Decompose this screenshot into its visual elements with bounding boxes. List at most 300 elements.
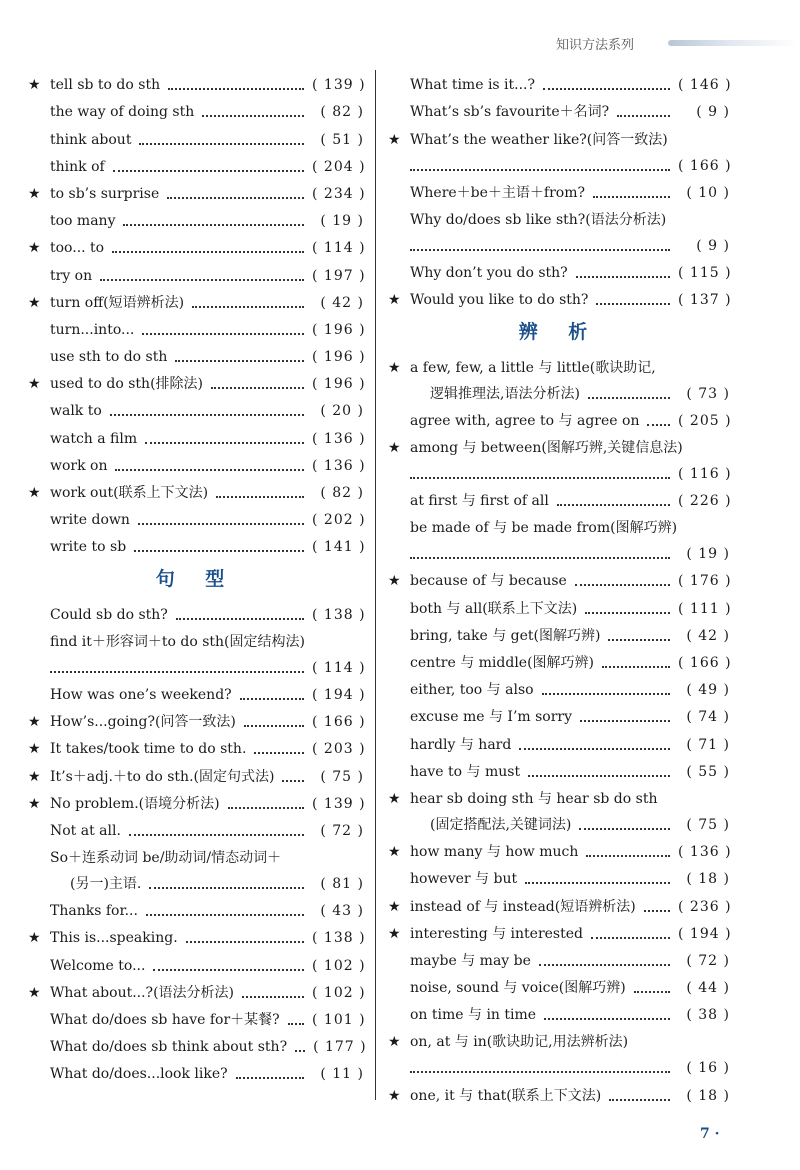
index-entry — [28, 816, 364, 843]
index-entry — [388, 621, 730, 648]
entry-page: ( 197 ) — [312, 267, 366, 284]
entry-text: Not at all. — [50, 822, 121, 839]
dot-leader — [647, 424, 670, 426]
index-entry — [28, 896, 364, 923]
entry-page: ( 196 ) — [312, 321, 366, 338]
index-entry — [388, 406, 730, 433]
entry-text: to sb’s surprise — [50, 185, 160, 202]
index-entry — [28, 923, 364, 950]
dot-leader — [579, 828, 670, 830]
index-entry — [388, 124, 730, 151]
entry-text: Thanks for... — [50, 903, 138, 920]
index-entry — [28, 1032, 367, 1059]
entry-page: ( 102 ) — [312, 984, 366, 1001]
index-entry — [388, 891, 730, 918]
entry-page: ( 42 ) — [686, 627, 730, 644]
entry-page: ( 166 ) — [312, 714, 366, 731]
index-entry — [388, 460, 730, 486]
index-entry — [388, 757, 730, 784]
dot-leader — [168, 88, 304, 90]
dot-leader — [142, 333, 304, 335]
star-icon: ★ — [28, 240, 41, 257]
dot-leader — [115, 469, 304, 471]
entry-page: ( 18 ) — [686, 871, 730, 888]
index-entry — [388, 837, 730, 864]
dot-leader — [244, 725, 304, 727]
entry-page: ( 51 ) — [320, 131, 364, 148]
dot-leader — [236, 1077, 304, 1079]
dot-leader — [211, 387, 304, 389]
index-entry — [28, 1005, 364, 1032]
entry-page: ( 49 ) — [686, 682, 730, 699]
entry-text: Why do/does sb like sth?(语法分析法) — [410, 211, 667, 228]
dot-leader — [110, 414, 304, 416]
entry-text: too... to — [50, 240, 105, 257]
dot-leader — [153, 969, 304, 971]
dot-leader — [410, 557, 670, 559]
star-icon: ★ — [388, 292, 401, 309]
dot-leader — [576, 276, 670, 278]
header-decoration — [668, 40, 798, 46]
entry-page: ( 203 ) — [312, 741, 366, 758]
entry-page: ( 139 ) — [312, 77, 366, 94]
index-entry — [28, 288, 364, 315]
index-entry — [28, 978, 364, 1005]
index-entry — [28, 870, 364, 896]
index-entry — [388, 675, 730, 702]
dot-leader — [50, 671, 304, 673]
dot-leader — [240, 698, 304, 700]
index-entry — [28, 478, 364, 505]
entry-page: ( 138 ) — [312, 930, 366, 947]
entry-page: ( 111 ) — [678, 600, 732, 617]
entry-text: (另一)主语. — [70, 876, 142, 893]
entry-text: What do/does sb think about sth? — [50, 1039, 288, 1056]
entry-text: however 与 but — [410, 871, 518, 888]
entry-text: at first 与 first of all — [410, 493, 549, 510]
dot-leader — [295, 1050, 305, 1052]
dot-leader — [202, 115, 304, 117]
dot-leader — [216, 496, 304, 498]
entry-text: turn off(短语辨析法) — [50, 294, 185, 311]
dot-leader — [608, 639, 670, 641]
entry-page: ( 196 ) — [312, 349, 366, 366]
entry-text: So＋连系动词 be/助动词/情态动词＋ — [50, 850, 282, 867]
index-entry — [28, 707, 364, 734]
star-icon: ★ — [388, 925, 401, 942]
page-number: 7 · — [700, 1126, 720, 1142]
dot-leader — [542, 693, 670, 695]
dot-leader — [146, 914, 304, 916]
entry-text: Why don’t you do sth? — [410, 265, 568, 282]
dot-leader — [593, 196, 670, 198]
entry-text: How’s...going?(问答一致法) — [50, 714, 236, 731]
star-icon: ★ — [28, 376, 41, 393]
left-column — [28, 70, 367, 1086]
entry-text: What about...?(语法分析法) — [50, 984, 234, 1001]
dot-leader — [410, 169, 670, 171]
index-entry — [28, 599, 364, 626]
index-entry — [28, 369, 364, 396]
dot-leader — [609, 1099, 670, 1101]
index-entry — [388, 258, 730, 285]
star-icon: ★ — [388, 1034, 401, 1051]
entry-page: ( 42 ) — [320, 294, 364, 311]
index-entry — [28, 734, 364, 761]
index-entry — [388, 593, 730, 620]
entry-page: ( 166 ) — [678, 157, 732, 174]
entry-page: ( 9 ) — [696, 237, 730, 254]
index-entry — [28, 950, 364, 977]
entry-text: turn...into... — [50, 321, 135, 338]
entry-page: ( 102 ) — [312, 957, 366, 974]
index-entry — [388, 648, 730, 675]
index-entry — [28, 451, 364, 478]
entry-text: What’s the weather like?(问答一致法) — [410, 131, 668, 148]
index-entry — [388, 811, 730, 837]
dot-leader — [585, 612, 670, 614]
entry-page: ( 20 ) — [320, 403, 364, 420]
entry-page: ( 136 ) — [678, 844, 732, 861]
dot-leader — [410, 249, 670, 251]
index-entry — [388, 973, 730, 1000]
dot-leader — [539, 964, 670, 966]
index-entry — [388, 729, 730, 756]
entry-text: What’s sb’s favourite＋名词? — [410, 104, 610, 121]
dot-leader — [410, 1071, 670, 1073]
index-entry — [28, 233, 364, 260]
index-entry — [388, 919, 730, 946]
index-entry — [388, 513, 730, 540]
entry-page: ( 82 ) — [320, 485, 364, 501]
entry-page: ( 234 ) — [312, 185, 366, 202]
entry-text: too many — [50, 213, 116, 230]
dot-leader — [588, 397, 670, 399]
dot-leader — [617, 115, 670, 117]
index-entry — [28, 423, 364, 450]
index-entry — [388, 70, 730, 97]
dot-leader — [123, 224, 304, 226]
index-entry — [388, 864, 730, 891]
entry-text: centre 与 middle(图解巧辨) — [410, 655, 595, 671]
entry-text: think about — [50, 131, 132, 148]
entry-text: It takes/took time to do sth. — [50, 741, 247, 758]
entry-page: ( 177 ) — [313, 1039, 367, 1056]
index-entry — [28, 315, 364, 342]
entry-text: Could sb do sth? — [50, 606, 168, 623]
index-entry — [28, 260, 364, 287]
entry-page: ( 74 ) — [686, 709, 730, 726]
entry-page: ( 19 ) — [686, 546, 730, 563]
entry-text: both 与 all(联系上下文法) — [410, 600, 578, 617]
entry-text: write to sb — [50, 539, 127, 556]
entry-page: ( 11 ) — [320, 1066, 364, 1083]
index-entry — [28, 179, 364, 206]
dot-leader — [580, 720, 670, 722]
index-entry — [28, 680, 364, 707]
entry-page: ( 38 ) — [686, 1007, 730, 1024]
entry-page: ( 73 ) — [686, 385, 730, 402]
entry-text: No problem.(语境分析法) — [50, 795, 220, 812]
entry-text: What do/does sb have for＋某餐? — [50, 1012, 280, 1028]
star-icon: ★ — [28, 714, 41, 731]
dot-leader — [228, 807, 304, 809]
index-entry — [388, 380, 730, 406]
page-header — [548, 30, 800, 54]
star-icon: ★ — [388, 898, 401, 915]
section-title: 辨 析 — [518, 321, 600, 344]
entry-text: because of 与 because — [410, 573, 567, 590]
entry-text: how many 与 how much — [410, 844, 579, 861]
dot-leader — [282, 780, 304, 782]
entry-page: ( 81 ) — [320, 876, 364, 893]
entry-page: ( 72 ) — [686, 952, 730, 969]
dot-leader — [112, 251, 304, 253]
entry-page: ( 116 ) — [678, 465, 732, 482]
entry-page: ( 141 ) — [312, 539, 366, 556]
index-entry — [28, 1059, 364, 1086]
entry-text: a few, few, a little 与 little(歌诀助记, — [410, 359, 656, 376]
index-entry — [28, 789, 364, 816]
star-icon: ★ — [28, 768, 41, 785]
entry-text: find it＋形容词＋to do sth(固定结构法) — [50, 633, 305, 650]
dot-leader — [543, 88, 670, 90]
entry-page: ( 176 ) — [678, 573, 732, 590]
dot-leader — [139, 143, 304, 145]
index-entry — [28, 843, 364, 870]
index-entry — [28, 70, 364, 97]
dot-leader — [186, 941, 304, 943]
entry-page: ( 10 ) — [686, 184, 730, 201]
dot-leader — [525, 882, 670, 884]
index-entry — [28, 206, 364, 233]
star-icon: ★ — [388, 359, 401, 376]
entry-text: interesting 与 interested — [410, 925, 583, 942]
star-icon: ★ — [28, 741, 41, 758]
column-divider — [375, 70, 376, 1100]
star-icon: ★ — [28, 984, 41, 1001]
index-entry — [388, 1027, 730, 1054]
entry-page: ( 194 ) — [678, 925, 732, 942]
entry-text: be made of 与 be made from(图解巧辨) — [410, 520, 678, 537]
entry-text: It’s＋adj.＋to do sth.(固定句式法) — [50, 768, 275, 785]
entry-page: ( 43 ) — [320, 903, 364, 920]
entry-text: walk to — [50, 403, 102, 420]
dot-leader — [129, 834, 304, 836]
entry-text: excuse me 与 I’m sorry — [410, 709, 573, 726]
entry-page: ( 115 ) — [678, 265, 732, 282]
entry-page: ( 75 ) — [686, 816, 730, 833]
dot-leader — [242, 996, 304, 998]
entry-text: 逻辑推理法,语法分析法) — [430, 385, 580, 402]
entry-text: hear sb doing sth 与 hear sb do sth — [410, 790, 658, 807]
dot-leader — [528, 775, 670, 777]
dot-leader — [288, 1023, 304, 1025]
index-entry — [388, 205, 730, 232]
star-icon: ★ — [388, 790, 401, 807]
dot-leader — [100, 279, 304, 281]
index-entry — [388, 566, 730, 593]
entry-text: maybe 与 may be — [410, 952, 531, 969]
entry-page: ( 82 ) — [320, 104, 364, 121]
dot-leader — [575, 584, 670, 586]
entry-page: ( 139 ) — [312, 795, 366, 812]
star-icon: ★ — [388, 131, 401, 148]
index-entry — [28, 152, 364, 179]
index-entry — [28, 532, 364, 559]
index-entry — [388, 178, 730, 205]
index-entry — [388, 540, 730, 566]
index-entry — [28, 124, 364, 151]
entry-text: noise, sound 与 voice(图解巧辨) — [410, 980, 626, 997]
index-entry — [388, 97, 730, 124]
index-entry — [388, 352, 730, 379]
dot-leader — [113, 170, 304, 172]
entry-page: ( 9 ) — [696, 104, 730, 121]
entry-text: either, too 与 also — [410, 682, 534, 699]
index-entry — [388, 784, 730, 811]
index-entry — [388, 702, 730, 729]
entry-text: (固定搭配法,关键词法) — [430, 816, 572, 833]
entry-page: ( 19 ) — [320, 213, 364, 230]
entry-page: ( 114 ) — [312, 659, 366, 676]
entry-page: ( 226 ) — [678, 493, 732, 510]
dot-leader — [591, 937, 670, 939]
entry-text: have to 与 must — [410, 763, 521, 780]
entry-text: What time is it...? — [410, 77, 536, 94]
dot-leader — [602, 666, 670, 668]
entry-text: one, it 与 that(联系上下文法) — [410, 1087, 602, 1104]
dot-leader — [596, 303, 670, 305]
entry-text: on, at 与 in(歌诀助记,用法辨析法) — [410, 1034, 629, 1051]
entry-text: think of — [50, 158, 105, 175]
entry-text: hardly 与 hard — [410, 736, 512, 753]
star-icon: ★ — [388, 844, 401, 861]
index-entry — [28, 627, 364, 654]
entry-text: among 与 between(图解巧辨,关键信息法) — [410, 439, 683, 456]
dot-leader — [175, 360, 304, 362]
star-icon: ★ — [28, 185, 41, 202]
entry-page: ( 75 ) — [320, 768, 364, 785]
header-title: 知识方法系列 — [556, 38, 635, 53]
index-entry — [388, 232, 730, 258]
entry-page: ( 146 ) — [678, 77, 732, 94]
index-entry — [388, 433, 730, 460]
index-entry — [388, 1080, 730, 1107]
entry-page: ( 71 ) — [686, 736, 730, 753]
entry-page: ( 114 ) — [312, 240, 366, 257]
star-icon: ★ — [388, 439, 401, 456]
entry-text: on time 与 in time — [410, 1007, 537, 1024]
dot-leader — [192, 306, 304, 308]
dot-leader — [410, 477, 670, 479]
dot-leader — [138, 523, 304, 525]
entry-text: This is...speaking. — [50, 930, 178, 947]
entry-text: try on — [50, 267, 93, 284]
entry-page: ( 136 ) — [312, 457, 366, 474]
entry-page: ( 101 ) — [312, 1012, 366, 1028]
entry-text: Would you like to do sth? — [410, 292, 589, 309]
entry-page: ( 205 ) — [678, 412, 732, 429]
index-entry — [388, 1054, 730, 1080]
entry-text: bring, take 与 get(图解巧辨) — [410, 627, 601, 644]
index-entry — [388, 152, 730, 178]
index-entry — [28, 654, 364, 680]
index-entry — [28, 342, 364, 369]
star-icon: ★ — [28, 485, 41, 501]
dot-leader — [644, 910, 670, 912]
entry-page: ( 196 ) — [312, 376, 366, 393]
entry-text: What do/does...look like? — [50, 1066, 228, 1083]
dot-leader — [519, 748, 670, 750]
dot-leader — [557, 504, 670, 506]
entry-page: ( 16 ) — [686, 1060, 730, 1077]
index-entry — [28, 505, 364, 532]
entry-page: ( 137 ) — [678, 292, 732, 309]
star-icon: ★ — [28, 294, 41, 311]
dot-leader — [149, 887, 304, 889]
dot-leader — [544, 1018, 670, 1020]
index-entry — [388, 285, 730, 312]
entry-page: ( 166 ) — [678, 655, 732, 671]
entry-text: watch a film — [50, 430, 138, 447]
entry-text: work on — [50, 457, 108, 474]
entry-text: use sth to do sth — [50, 349, 168, 366]
section-title: 句 型 — [155, 568, 237, 591]
entry-text: agree with, agree to 与 agree on — [410, 412, 640, 429]
index-entry — [388, 946, 730, 973]
index-entry — [28, 97, 364, 124]
dot-leader — [634, 991, 670, 993]
index-entry — [388, 1000, 730, 1027]
entry-page: ( 44 ) — [686, 980, 730, 997]
entry-text: work out(联系上下文法) — [50, 485, 209, 501]
entry-text: used to do sth(排除法) — [50, 376, 203, 393]
star-icon: ★ — [388, 573, 401, 590]
entry-page: ( 194 ) — [312, 686, 366, 703]
entry-page: ( 72 ) — [320, 822, 364, 839]
index-entry — [28, 761, 364, 788]
dot-leader — [134, 550, 304, 552]
entry-page: ( 236 ) — [678, 898, 732, 915]
dot-leader — [176, 618, 304, 620]
entry-page: ( 18 ) — [686, 1087, 730, 1104]
dot-leader — [167, 197, 304, 199]
index-entry — [28, 396, 364, 423]
star-icon: ★ — [28, 930, 41, 947]
entry-text: Welcome to... — [50, 957, 146, 974]
dot-leader — [254, 752, 304, 754]
entry-page: ( 138 ) — [312, 606, 366, 623]
dot-leader — [586, 855, 670, 857]
entry-text: Where＋be＋主语＋from? — [410, 184, 585, 201]
entry-page: ( 55 ) — [686, 763, 730, 780]
star-icon: ★ — [388, 1087, 401, 1104]
index-entry — [388, 486, 730, 513]
star-icon: ★ — [28, 795, 41, 812]
entry-text: the way of doing sth — [50, 104, 195, 121]
dot-leader — [145, 442, 304, 444]
entry-page: ( 202 ) — [312, 512, 366, 529]
star-icon: ★ — [28, 77, 41, 94]
entry-text: tell sb to do sth — [50, 77, 161, 94]
entry-text: write down — [50, 512, 130, 529]
entry-page: ( 136 ) — [312, 430, 366, 447]
entry-text: How was one’s weekend? — [50, 686, 232, 703]
right-column — [388, 70, 730, 1108]
entry-page: ( 204 ) — [312, 158, 366, 175]
entry-text: instead of 与 instead(短语辨析法) — [410, 898, 636, 915]
